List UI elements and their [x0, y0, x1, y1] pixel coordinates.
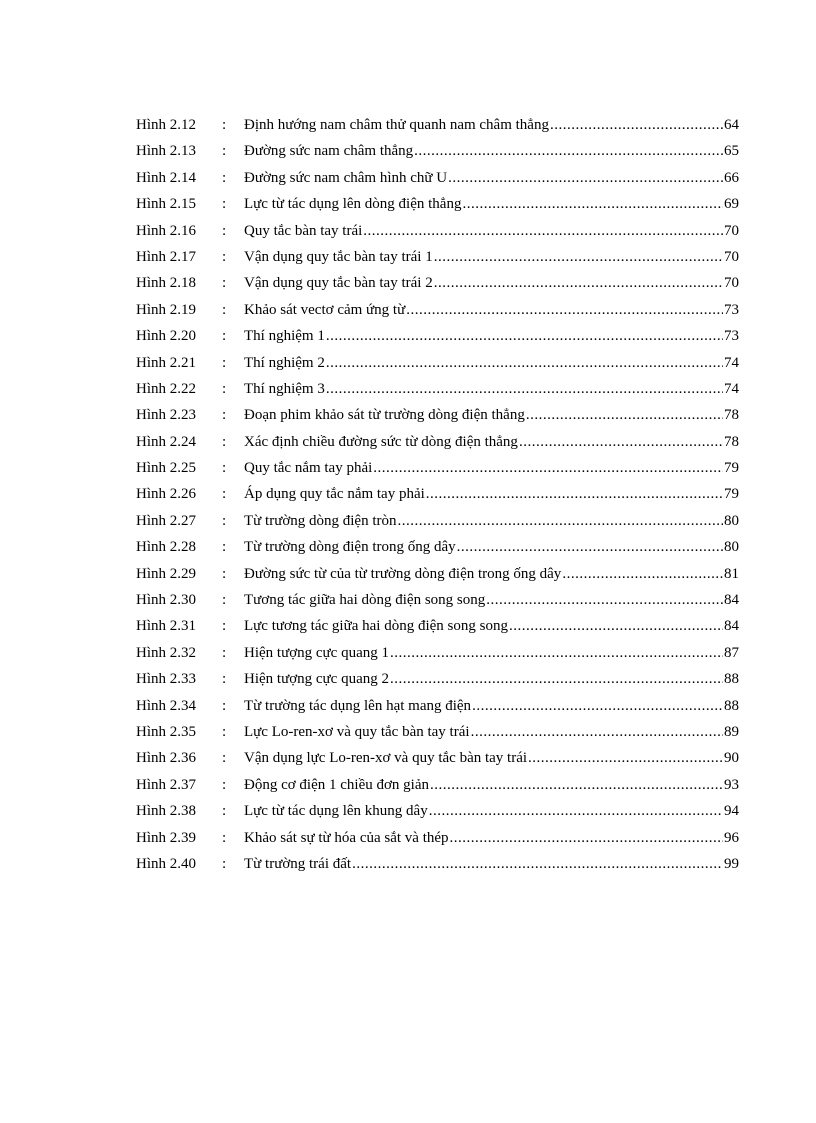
- dot-leader: [450, 828, 723, 848]
- separator: :: [222, 723, 227, 740]
- dot-leader: [373, 458, 723, 478]
- toc-entry: [136, 590, 739, 616]
- page-number: 66: [724, 169, 739, 186]
- page-number: 70: [724, 248, 739, 265]
- dot-leader: [363, 221, 723, 241]
- figure-title: Vận dụng lực Lo-ren-xơ và quy tắc bàn tay trái: [244, 750, 528, 767]
- page-number: 90: [724, 750, 739, 767]
- figure-title: Khảo sát sự từ hóa của sắt và thép: [244, 829, 449, 846]
- page-number: 78: [724, 407, 739, 424]
- figure-label: Hình 2.12: [136, 117, 196, 133]
- figure-label: Hình 2.14: [136, 169, 196, 186]
- page-number: 64: [724, 117, 739, 133]
- figure-label: Hình 2.37: [136, 776, 196, 793]
- separator: :: [222, 750, 227, 767]
- figure-label: Hình 2.18: [136, 275, 196, 292]
- separator: :: [222, 248, 227, 265]
- figure-label: Hình 2.19: [136, 301, 196, 318]
- figure-title: Áp dụng quy tắc nắm tay phải: [244, 486, 425, 503]
- toc-entry: [136, 801, 739, 827]
- toc-entry: [136, 564, 739, 590]
- toc-entry: [136, 828, 739, 854]
- page-number: 70: [724, 275, 739, 292]
- dot-leader: [434, 273, 723, 293]
- separator: :: [222, 301, 227, 318]
- dot-leader: [526, 405, 723, 425]
- toc-entry: [136, 115, 739, 141]
- separator: :: [222, 697, 227, 714]
- figure-label: Hình 2.25: [136, 460, 196, 477]
- page-number: 69: [724, 196, 739, 213]
- separator: :: [222, 803, 227, 820]
- dot-leader: [326, 326, 723, 346]
- figure-title: Hiện tượng cực quang 2: [244, 671, 389, 688]
- separator: :: [222, 275, 227, 292]
- figure-title: Đoạn phim khảo sát từ trường dòng điện thẳng: [244, 407, 525, 424]
- figure-title: Lực Lo-ren-xơ và quy tắc bàn tay trái: [244, 723, 470, 740]
- figure-label: Hình 2.22: [136, 380, 196, 397]
- toc-entry: [136, 616, 739, 642]
- dot-leader: [414, 141, 723, 161]
- figure-title: Lực từ tác dụng lên khung dây: [244, 803, 428, 820]
- figure-label: Hình 2.23: [136, 407, 196, 424]
- figure-title: Tương tác giữa hai dòng điện song song: [244, 592, 486, 609]
- page-number: 80: [724, 512, 739, 529]
- figure-label: Hình 2.38: [136, 803, 196, 820]
- toc-entry: [136, 141, 739, 167]
- separator: :: [222, 565, 227, 582]
- toc-entry: [136, 511, 739, 537]
- figure-title: Từ trường tác dụng lên hạt mang điện: [244, 697, 472, 714]
- page-number: 78: [724, 433, 739, 450]
- dot-leader: [406, 300, 723, 320]
- dot-leader: [390, 669, 723, 689]
- page-number: 79: [724, 460, 739, 477]
- dot-leader: [471, 722, 723, 742]
- toc-entry: [136, 273, 739, 299]
- page-number: 70: [724, 222, 739, 239]
- figure-title: Vận dụng quy tắc bàn tay trái 1: [244, 248, 433, 265]
- separator: :: [222, 644, 227, 661]
- toc-entry: [136, 300, 739, 326]
- figure-title: Quy tắc nắm tay phải: [244, 460, 373, 477]
- figure-label: Hình 2.40: [136, 855, 196, 872]
- separator: :: [222, 407, 227, 424]
- figure-label: Hình 2.24: [136, 433, 196, 450]
- toc-entry: [136, 775, 739, 801]
- figure-title: Hiện tượng cực quang 1: [244, 644, 389, 661]
- figure-label: Hình 2.39: [136, 829, 196, 846]
- figure-title: Thí nghiệm 3: [244, 380, 325, 397]
- separator: :: [222, 829, 227, 846]
- separator: :: [222, 433, 227, 450]
- figure-title: Từ trường dòng điện tròn: [244, 512, 397, 529]
- page-number: 99: [724, 855, 739, 872]
- figure-label: Hình 2.29: [136, 565, 196, 582]
- page-number: 74: [724, 354, 739, 371]
- dot-leader: [462, 194, 723, 214]
- separator: :: [222, 143, 227, 160]
- figure-label: Hình 2.16: [136, 222, 196, 239]
- dot-leader: [326, 353, 723, 373]
- dot-leader: [457, 537, 723, 557]
- dot-leader: [509, 616, 723, 636]
- figure-title: Lực tương tác giữa hai dòng điện song song: [244, 618, 508, 635]
- page-number: 93: [724, 776, 739, 793]
- toc-entry: [136, 748, 739, 774]
- figure-label: Hình 2.15: [136, 196, 196, 213]
- figure-title: Đường sức nam châm thẳng: [244, 143, 414, 160]
- toc-entry: [136, 194, 739, 220]
- figure-title: Xác định chiều đường sức từ dòng điện thẳng: [244, 433, 518, 450]
- figure-title: Định hướng nam châm thử quanh nam châm thẳng: [244, 117, 549, 133]
- separator: :: [222, 328, 227, 345]
- toc-entry: [136, 405, 739, 431]
- page-number: 94: [724, 803, 739, 820]
- figure-label: Hình 2.32: [136, 644, 196, 661]
- separator: :: [222, 776, 227, 793]
- figure-title: Quy tắc bàn tay trái: [244, 222, 363, 239]
- figure-title: Động cơ điện 1 chiều đơn giản: [244, 776, 429, 793]
- toc-entry: [136, 247, 739, 273]
- figure-list: [136, 115, 739, 880]
- figure-label: Hình 2.20: [136, 328, 196, 345]
- page-number: 88: [724, 671, 739, 688]
- figure-title: Thí nghiệm 2: [244, 354, 325, 371]
- page-number: 89: [724, 723, 739, 740]
- separator: :: [222, 169, 227, 186]
- toc-entry: [136, 221, 739, 247]
- toc-entry: [136, 484, 739, 510]
- figure-title: Từ trường trái đất: [244, 855, 352, 872]
- page-number: 79: [724, 486, 739, 503]
- dot-leader: [448, 168, 723, 188]
- separator: :: [222, 671, 227, 688]
- toc-entry: [136, 458, 739, 484]
- figure-label: Hình 2.33: [136, 671, 196, 688]
- separator: :: [222, 512, 227, 529]
- figure-label: Hình 2.34: [136, 697, 196, 714]
- dot-leader: [430, 775, 723, 795]
- dot-leader: [486, 590, 723, 610]
- figure-label: Hình 2.28: [136, 539, 196, 556]
- figure-label: Hình 2.17: [136, 248, 196, 265]
- figure-label: Hình 2.35: [136, 723, 196, 740]
- dot-leader: [326, 379, 723, 399]
- separator: :: [222, 380, 227, 397]
- page-number: 73: [724, 328, 739, 345]
- dot-leader: [519, 432, 723, 452]
- separator: :: [222, 196, 227, 213]
- separator: :: [222, 222, 227, 239]
- figure-label: Hình 2.26: [136, 486, 196, 503]
- toc-entry: [136, 326, 739, 352]
- figure-label: Hình 2.31: [136, 618, 196, 635]
- toc-entry: [136, 722, 739, 748]
- dot-leader: [472, 696, 723, 716]
- dot-leader: [426, 484, 723, 504]
- dot-leader: [390, 643, 723, 663]
- figure-title: Vận dụng quy tắc bàn tay trái 2: [244, 275, 433, 292]
- page-number: 74: [724, 380, 739, 397]
- figure-label: Hình 2.36: [136, 750, 196, 767]
- toc-entry: [136, 353, 739, 379]
- separator: :: [222, 354, 227, 371]
- dot-leader: [434, 247, 723, 267]
- toc-entry: [136, 168, 739, 194]
- toc-entry: [136, 696, 739, 722]
- separator: :: [222, 855, 227, 872]
- figure-title: Lực từ tác dụng lên dòng điện thẳng: [244, 196, 462, 213]
- toc-entry: [136, 379, 739, 405]
- separator: :: [222, 539, 227, 556]
- figure-title: Khảo sát vectơ cảm ứng từ: [244, 301, 406, 318]
- toc-entry: [136, 669, 739, 695]
- page-number: 96: [724, 829, 739, 846]
- page-number: 84: [724, 592, 739, 609]
- toc-entry: [136, 537, 739, 563]
- page-number: 73: [724, 301, 739, 318]
- separator: :: [222, 592, 227, 609]
- page-number: 84: [724, 618, 739, 635]
- separator: :: [222, 618, 227, 635]
- page-number: 81: [724, 565, 739, 582]
- toc-entry: [136, 643, 739, 669]
- dot-leader: [352, 854, 723, 874]
- separator: :: [222, 486, 227, 503]
- page-number: 80: [724, 539, 739, 556]
- figure-title: Đường sức từ của từ trường dòng điện trong ống dây: [244, 565, 562, 582]
- dot-leader: [528, 748, 723, 768]
- dot-leader: [562, 564, 723, 584]
- figure-title: Từ trường dòng điện trong ống dây: [244, 539, 456, 556]
- dot-leader: [550, 115, 723, 135]
- figure-label: Hình 2.27: [136, 512, 196, 529]
- figure-label: Hình 2.21: [136, 354, 196, 371]
- figure-title: Thí nghiệm 1: [244, 328, 325, 345]
- toc-entry: [136, 432, 739, 458]
- page-number: 65: [724, 143, 739, 160]
- dot-leader: [398, 511, 723, 531]
- figure-label: Hình 2.13: [136, 143, 196, 160]
- separator: :: [222, 117, 227, 133]
- page-number: 87: [724, 644, 739, 661]
- figure-title: Đường sức nam châm hình chữ U: [244, 169, 448, 186]
- figure-label: Hình 2.30: [136, 592, 196, 609]
- toc-entry: [136, 854, 739, 880]
- separator: :: [222, 460, 227, 477]
- page-number: 88: [724, 697, 739, 714]
- dot-leader: [429, 801, 723, 821]
